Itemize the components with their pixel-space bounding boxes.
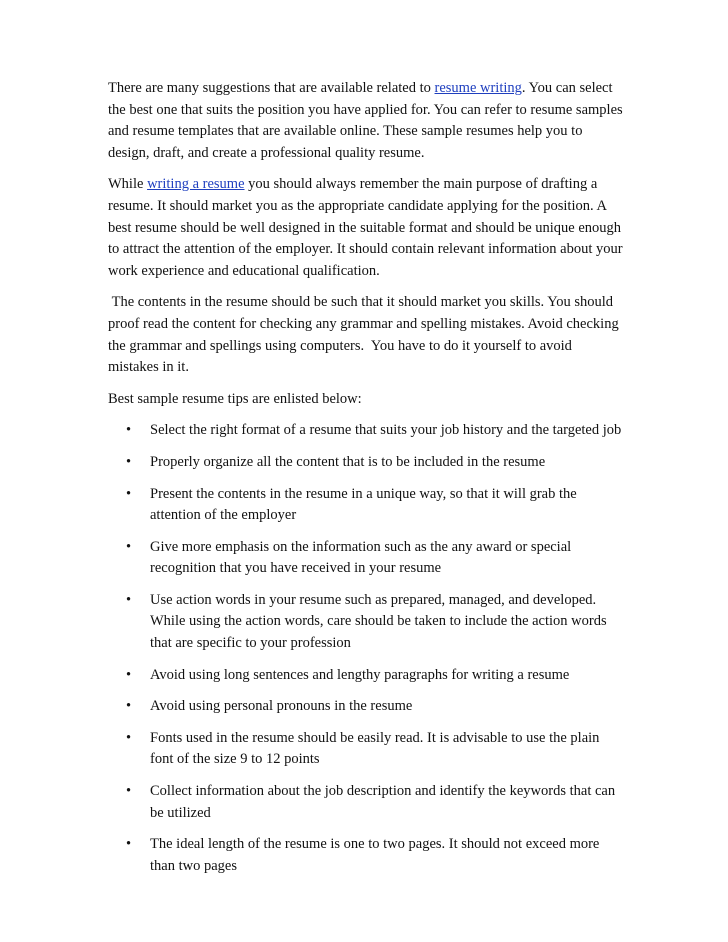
tip-text: Give more emphasis on the information such as the any award or special recognition that you have received in your resume — [150, 538, 572, 577]
bullet-icon: • — [126, 729, 132, 746]
writing-a-resume-link[interactable]: writing a resume — [147, 176, 245, 193]
bullet-icon: • — [126, 485, 132, 502]
document-page — [108, 78, 624, 887]
intro-text-end: . You can select the best one that suits the position you have applied for. You can refer to resume samples and resume templates that are available online. These sample resumes help you to design, draft, and create a professional quality resume. — [108, 80, 623, 161]
paragraph-intro — [108, 78, 624, 164]
list-item — [108, 590, 624, 655]
paragraph-tips-intro: Best sample resume tips are enlisted below: — [108, 390, 362, 407]
tip-text: Use action words in your resume such as prepared, managed, and developed. While using the action words, care should be taken to include the action words that are specific to your profession — [150, 591, 607, 652]
bullet-icon: • — [126, 666, 132, 683]
tip-text: The ideal length of the resume is one to two pages. It should not exceed more than two pages — [150, 836, 600, 874]
list-item — [108, 537, 624, 580]
tip-text: Avoid using personal pronouns in the resume — [150, 698, 413, 715]
tip-text: Properly organize all the content that is to be included in the resume — [150, 453, 546, 470]
list-item — [108, 420, 624, 442]
purpose-text-start: While — [108, 176, 148, 193]
bullet-icon: • — [126, 538, 132, 555]
bullet-icon: • — [126, 591, 132, 608]
list-item — [108, 834, 624, 877]
paragraph-contents: The contents in the resume should be such that it should market you skills. You should proof read the content for checking any grammar and spelling mistakes. Avoid checking the grammar and spellings using computers. You have to do it yourself to avoid mistakes in it. — [108, 294, 623, 376]
list-item — [108, 781, 624, 824]
paragraph-purpose — [108, 174, 624, 282]
bullet-icon: • — [126, 783, 132, 800]
list-item — [108, 728, 624, 771]
bullet-icon: • — [126, 836, 132, 853]
tip-text: Collect information about the job description and identify the keywords that can be utilized — [150, 783, 616, 821]
tip-text: Avoid using long sentences and lengthy paragraphs for writing a resume — [150, 666, 570, 683]
resume-writing-link[interactable]: resume writing — [434, 80, 522, 96]
tip-text: Fonts used in the resume should be easily read. It is advisable to use the plain font of the size 9 to 12 points — [150, 729, 600, 768]
bullet-icon: • — [126, 453, 132, 470]
bullet-icon: • — [126, 422, 132, 439]
list-item — [108, 696, 624, 718]
list-item — [108, 665, 624, 687]
purpose-text-end: you should always remember the main purpose of drafting a resume. It should market you as the appropriate candidate applying for the position. A best resume should be well designed in the suitable format and should be unique enough to attract the attention of the employer. It should contain relevant information about your work experience and educational qualification. — [108, 176, 623, 279]
tip-text: Select the right format of a resume that suits your job history and the targeted job — [150, 422, 622, 439]
list-item — [108, 452, 624, 474]
list-item — [108, 484, 624, 527]
bullet-icon: • — [126, 698, 132, 715]
tip-text: Present the contents in the resume in a unique way, so that it will grab the attention of the employer — [150, 485, 577, 524]
intro-text-start: There are many suggestions that are available related to — [108, 80, 435, 96]
tips-list — [108, 420, 624, 877]
